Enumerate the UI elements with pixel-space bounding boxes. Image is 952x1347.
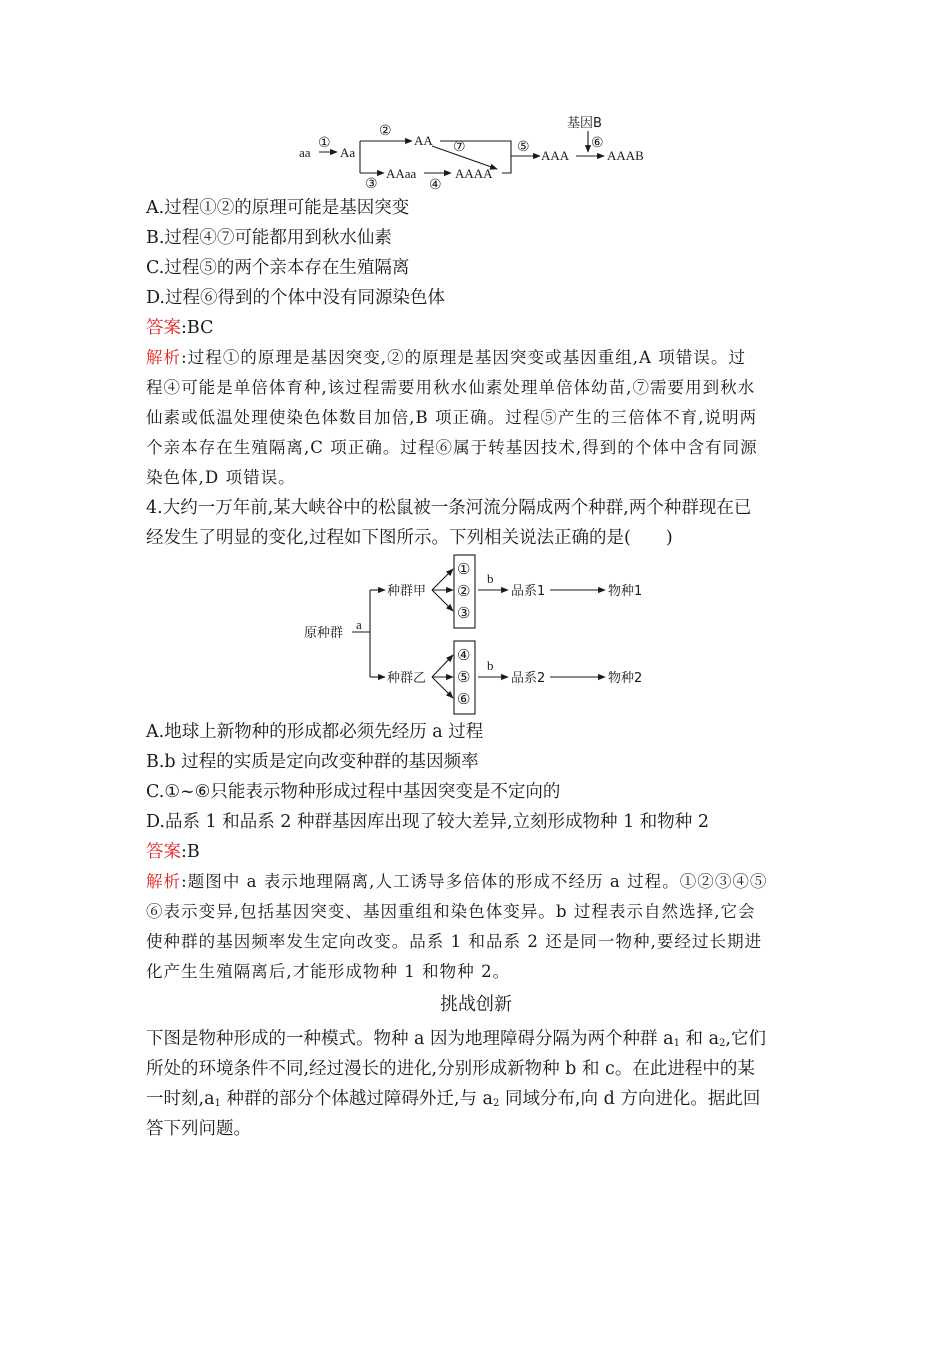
answer-value: :B bbox=[181, 842, 200, 862]
challenge-line-3 bbox=[146, 1088, 760, 1115]
text: ,它们 bbox=[725, 1029, 766, 1049]
analysis-label: 解析 bbox=[146, 872, 182, 891]
q4-analysis-line-4: 化产生生殖隔离后,才能形成物种 1 和物种 2。 bbox=[146, 962, 511, 981]
variation-5: ⑤ bbox=[457, 670, 471, 686]
q3-analysis-line-4: 个亲本存在生殖隔离,C 项正确。过程⑥属于转基因技术,得到的个体中含有同源 bbox=[146, 438, 758, 457]
text: 种群的部分个体越过障碍外迁,与 a bbox=[220, 1089, 493, 1109]
variation-3: ③ bbox=[457, 606, 471, 622]
node-Aa: Aa bbox=[340, 145, 356, 160]
q4-option-c: C.①~⑥只能表示物种形成过程中基因突变是不定向的 bbox=[146, 782, 561, 802]
text: 和 a bbox=[679, 1029, 719, 1049]
analysis-text: :过程①的原理是基因突变,②的原理是基因突变或基因重组,A 项错误。过 bbox=[181, 348, 747, 367]
variation-6: ⑥ bbox=[457, 692, 471, 708]
q3-analysis-line-1 bbox=[146, 347, 746, 369]
q4-analysis-line-2: ⑥表示变异,包括基因突变、基因重组和染色体变异。b 过程表示自然选择,它会 bbox=[146, 902, 756, 921]
node-AAAA: AAAA bbox=[455, 166, 493, 181]
node-AAaa: AAaa bbox=[386, 166, 417, 181]
q4-option-b: B.b 过程的实质是定向改变种群的基因频率 bbox=[146, 752, 479, 772]
q4-analysis-line-3: 使种群的基因频率发生定向改变。品系 1 和品系 2 还是同一物种,要经过长期进 bbox=[146, 932, 763, 951]
node-AA: AA bbox=[414, 133, 433, 148]
analysis-text: :题图中 a 表示地理隔离,人工诱导多倍体的形成不经历 a 过程。①②③④⑤ bbox=[181, 872, 768, 891]
step-3: ③ bbox=[365, 177, 378, 192]
analysis-label: 解析 bbox=[146, 348, 182, 367]
subscript: 1 bbox=[214, 1098, 221, 1109]
q4-answer bbox=[146, 841, 200, 863]
subscript: 2 bbox=[493, 1098, 500, 1109]
variation-2: ② bbox=[457, 584, 471, 600]
answer-label: 答案 bbox=[146, 842, 181, 862]
step-5: ⑤ bbox=[517, 140, 530, 155]
strain-1-label: 品系1 bbox=[511, 584, 546, 599]
q3-option-a: A.过程①②的原理可能是基因突变 bbox=[146, 198, 410, 218]
variation-4: ④ bbox=[457, 648, 471, 664]
text: 一时刻,a bbox=[146, 1089, 215, 1109]
speciation-diagram bbox=[0, 548, 952, 718]
q4-option-a: A.地球上新物种的形成都必须先经历 a 过程 bbox=[146, 722, 484, 742]
q3-option-b: B.过程④⑦可能都用到秋水仙素 bbox=[146, 228, 392, 248]
fan-1c bbox=[432, 590, 453, 611]
text: 同域分布,向 d 方向进化。据此回 bbox=[499, 1089, 761, 1109]
section-title: 挑战创新 bbox=[440, 994, 512, 1015]
original-population-label: 原种群 bbox=[304, 626, 344, 641]
breeding-pathway-diagram bbox=[0, 0, 952, 200]
gene-b-label: 基因B bbox=[567, 116, 602, 131]
population-2-label: 种群乙 bbox=[387, 671, 427, 686]
fan-1a bbox=[432, 569, 453, 590]
q4-stem-line-2: 经发生了明显的变化,过程如下图所示。下列相关说法正确的是( ) bbox=[146, 528, 673, 548]
challenge-line-1 bbox=[146, 1028, 766, 1055]
q4-analysis-line-1 bbox=[146, 871, 767, 893]
answer-label: 答案 bbox=[146, 318, 181, 338]
step-2: ② bbox=[379, 124, 392, 139]
node-AAAB: AAAB bbox=[607, 148, 644, 163]
species-1-label: 物种1 bbox=[608, 584, 643, 599]
text: 下图是物种形成的一种模式。物种 a 因为地理障碍分隔为两个种群 a bbox=[146, 1029, 674, 1049]
process-b-label-1: b bbox=[487, 571, 494, 586]
q3-analysis-line-2: 程④可能是单倍体育种,该过程需要用秋水仙素处理单倍体幼苗,⑦需要用到秋水 bbox=[146, 378, 756, 397]
process-a-label: a bbox=[356, 617, 362, 632]
q3-analysis-line-3: 仙素或低温处理使染色体数目加倍,B 项正确。过程⑤产生的三倍体不育,说明两 bbox=[146, 408, 758, 427]
subscript: 2 bbox=[719, 1038, 726, 1049]
strain-2-label: 品系2 bbox=[511, 671, 546, 686]
q3-option-d: D.过程⑥得到的个体中没有同源染色体 bbox=[146, 288, 445, 308]
challenge-line-2: 所处的环境条件不同,经过漫长的进化,分别形成新物种 b 和 c。在此进程中的某 bbox=[146, 1059, 755, 1079]
q3-option-c: C.过程⑤的两个亲本存在生殖隔离 bbox=[146, 258, 410, 278]
answer-value: :BC bbox=[181, 318, 214, 338]
population-1-label: 种群甲 bbox=[387, 584, 427, 599]
q3-analysis-line-5: 染色体,D 项错误。 bbox=[146, 468, 296, 487]
node-AAA: AAA bbox=[541, 148, 570, 163]
species-2-label: 物种2 bbox=[608, 671, 643, 686]
q4-option-d: D.品系 1 和品系 2 种群基因库出现了较大差异,立刻形成物种 1 和物种 2 bbox=[146, 812, 710, 832]
fan-2c bbox=[432, 677, 453, 698]
step-7: ⑦ bbox=[453, 140, 466, 155]
node-aa: aa bbox=[299, 145, 311, 160]
step-4: ④ bbox=[429, 178, 442, 193]
variation-1: ① bbox=[457, 562, 471, 578]
q4-stem-line-1: 4.大约一万年前,某大峡谷中的松鼠被一条河流分隔成两个种群,两个种群现在已 bbox=[146, 498, 752, 518]
challenge-line-4: 答下列问题。 bbox=[146, 1119, 251, 1139]
q3-answer bbox=[146, 317, 213, 339]
process-b-label-2: b bbox=[487, 658, 494, 673]
step-1: ① bbox=[318, 136, 331, 151]
step-6: ⑥ bbox=[591, 136, 604, 151]
fan-2a bbox=[432, 655, 453, 677]
subscript: 1 bbox=[673, 1038, 680, 1049]
